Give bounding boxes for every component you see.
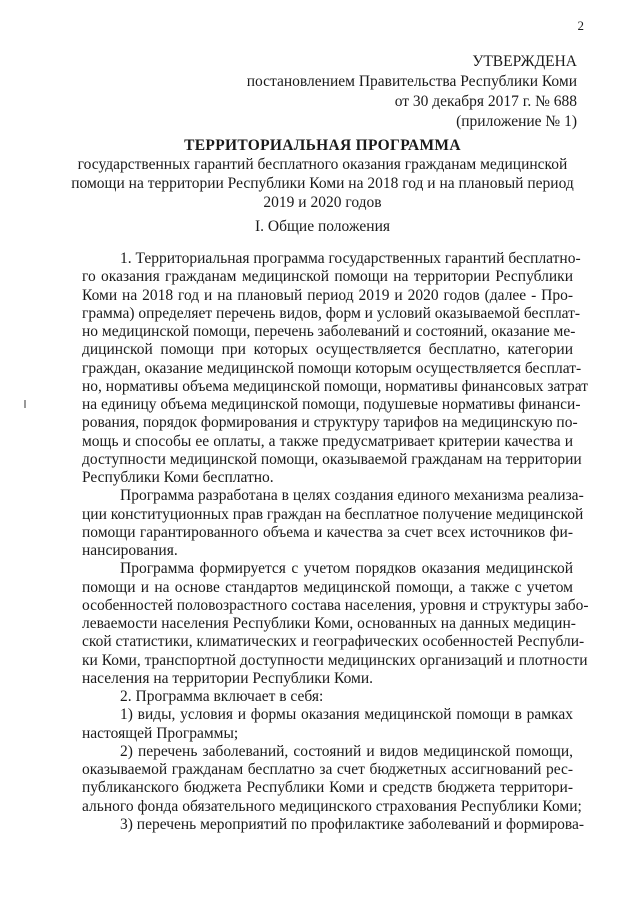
- program-title: ТЕРРИТОРИАЛЬНАЯ ПРОГРАММА: [184, 137, 461, 154]
- program-subtitle-line: государственных гарантий бесплатного оказания гражданам медицинской: [77, 156, 568, 173]
- body-line: Программа формируется с учетом порядков оказания медицинской: [120, 560, 573, 578]
- approval-block: [247, 52, 577, 132]
- approval-line: от 30 декабря 2017 г. № 688: [394, 93, 577, 110]
- body-line: ской статистики, климатических и географических особенностей Республи-: [82, 633, 585, 651]
- body-line: Программа разработана в целях создания единого механизма реализа-: [120, 487, 584, 505]
- body-line: публиканского бюджета Республики Коми и средств бюджета территори-: [82, 779, 573, 797]
- body-line: на единицу объема медицинской помощи, подушевые нормативы финанси-: [82, 396, 581, 413]
- body-line: 2) перечень заболеваний, состояний и видов медицинской помощи,: [120, 742, 573, 760]
- body-line: доступности медицинской помощи, оказываемой гражданам на территории: [82, 450, 582, 468]
- body-line: ки Коми, транспортной доступности медицинских организаций и плотности: [82, 651, 588, 669]
- page-number: 2: [577, 18, 584, 33]
- margin-mark: [24, 400, 26, 408]
- program-subtitle-line: 2019 и 2020 годов: [263, 194, 382, 211]
- body-line: го оказания гражданам медицинской помощи на территории Республики: [82, 268, 573, 286]
- section-heading: I. Общие положения: [254, 218, 391, 235]
- approval-line: (приложение № 1): [456, 113, 577, 130]
- body-line: граждан, оказание медицинской помощи которым осуществляется бесплат-: [82, 359, 582, 377]
- body-line: настоящей Программы;: [82, 724, 239, 742]
- body-line: помощи и на основе стандартов медицинской помощи, а также с учетом: [82, 578, 573, 596]
- body-line: ального фонда обязательного медицинского страхования Республики Коми;: [82, 797, 582, 815]
- body-text: [82, 250, 589, 834]
- body-line: мощь и способы ее оплаты, а также предусматривает критерии качества и: [82, 432, 573, 450]
- body-line: Коми на 2018 год и на плановый период 2019 и 2020 годов (далее - Про-: [82, 286, 573, 304]
- body-line: оказываемой гражданам бесплатно за счет бюджетных ассигнований рес-: [82, 761, 573, 778]
- body-line: 3) перечень мероприятий по профилактике заболеваний и формирова-: [120, 815, 585, 833]
- body-line: но медицинской помощи, перечень заболеваний и состояний, оказание ме-: [82, 323, 576, 340]
- approval-line: постановлением Правительства Республики Коми: [246, 73, 577, 90]
- approval-line: УТВЕРЖДЕНА: [472, 53, 577, 70]
- body-line: рования, порядок формирования и структуру тарифов на медицинскую по-: [82, 414, 578, 432]
- body-line: особенностей половозрастного состава населения, уровня и структуры забо-: [82, 596, 589, 614]
- document-title: [70, 136, 575, 212]
- body-line: 1. Территориальная программа государственных гарантий бесплатно-: [120, 250, 581, 267]
- body-line: помощи гарантированного объема и качества за счет всех источников фи-: [82, 523, 573, 541]
- body-line: леваемости населения Республики Коми, основанных на данных медицин-: [82, 615, 576, 632]
- body-line: но, нормативы объема медицинской помощи, нормативы финансовых затрат: [82, 377, 588, 395]
- body-line: дицинской помощи при которых осуществляется бесплатно, категории: [82, 341, 573, 359]
- body-line: Республики Коми бесплатно.: [82, 469, 274, 486]
- body-line: 2. Программа включает в себя:: [120, 688, 324, 705]
- body-line: ции конституционных прав граждан на бесплатное получение медицинской: [82, 505, 584, 523]
- program-subtitle-line: помощи на территории Республики Коми на 2018 год и на плановый период: [71, 175, 574, 192]
- body-line: населения на территории Республики Коми.: [82, 669, 373, 687]
- body-line: нансирования.: [82, 542, 178, 559]
- body-line: 1) виды, условия и формы оказания медицинской помощи в рамках: [120, 706, 573, 724]
- body-line: грамма) определяет перечень видов, форм и условий оказываемой бесплат-: [82, 304, 581, 322]
